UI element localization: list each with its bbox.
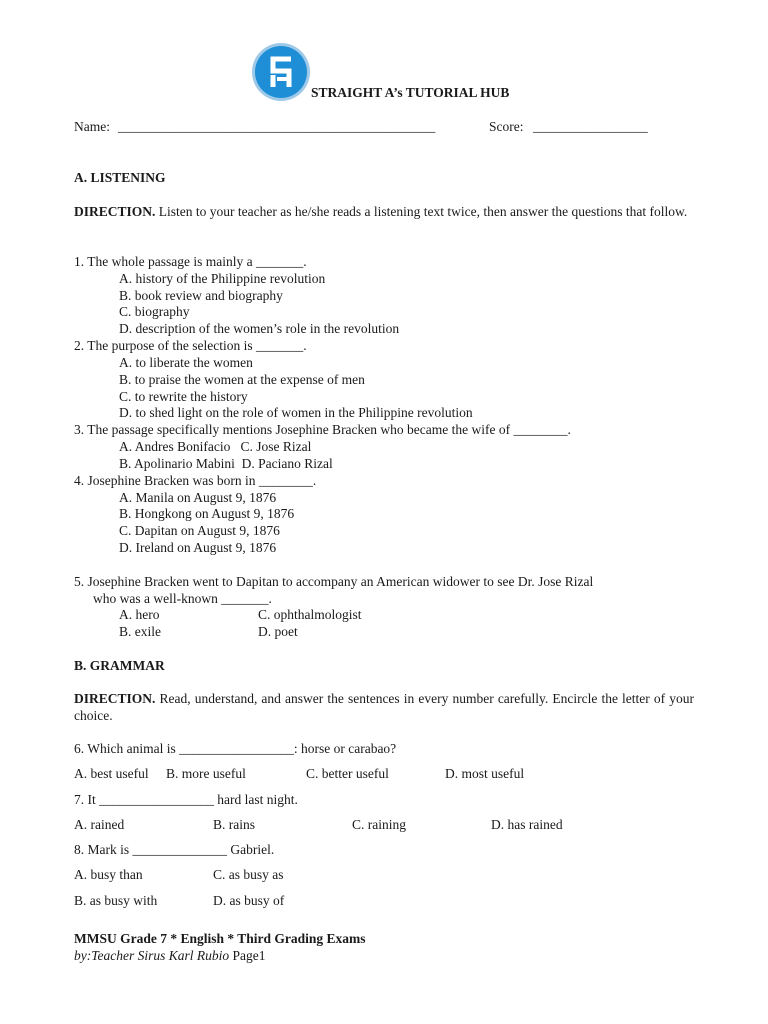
q2-option-c: C. to rewrite the history bbox=[119, 389, 248, 404]
q7-option-b: B. rains bbox=[213, 817, 255, 832]
section-b-direction bbox=[74, 691, 694, 724]
q5-option-b: B. exile bbox=[119, 624, 161, 639]
section-a-direction bbox=[74, 204, 694, 221]
q5-option-c: C. ophthalmologist bbox=[258, 607, 362, 622]
q3-options-row-2: B. Apolinario Mabini D. Paciano Rizal bbox=[119, 456, 333, 471]
name-blank: _______________________________________________ bbox=[118, 119, 436, 134]
q4-option-c: C. Dapitan on August 9, 1876 bbox=[119, 523, 280, 538]
footer-author-line bbox=[74, 948, 266, 965]
q8-option-d: D. as busy of bbox=[213, 893, 285, 908]
q6-option-b: B. more useful bbox=[166, 766, 246, 781]
footer-page: Page1 bbox=[229, 948, 266, 963]
page-title: STRAIGHT A’s TUTORIAL HUB bbox=[311, 85, 510, 100]
question-4: 4. Josephine Bracken was born in ________. bbox=[74, 473, 317, 488]
direction-text: Read, understand, and answer the sentences in every number carefully. Encircle the letter of your choice. bbox=[74, 691, 694, 723]
footer-author: by:Teacher Sirus Karl Rubio bbox=[74, 948, 230, 963]
q2-option-b: B. to praise the women at the expense of men bbox=[119, 372, 365, 387]
question-1: 1. The whole passage is mainly a _______. bbox=[74, 254, 307, 269]
q6-option-d: D. most useful bbox=[445, 766, 525, 781]
score-blank: _________________ bbox=[533, 119, 648, 134]
q6-option-a: A. best useful bbox=[74, 766, 149, 781]
q5-option-a: A. hero bbox=[119, 607, 160, 622]
q8-option-a: A. busy than bbox=[74, 867, 143, 882]
q3-options-row-1: A. Andres Bonifacio C. Jose Rizal bbox=[119, 439, 312, 454]
q4-option-b: B. Hongkong on August 9, 1876 bbox=[119, 506, 295, 521]
q8-option-b: B. as busy with bbox=[74, 893, 158, 908]
question-3: 3. The passage specifically mentions Josephine Bracken who became the wife of ________. bbox=[74, 422, 571, 437]
q7-option-d: D. has rained bbox=[491, 817, 563, 832]
direction-label: DIRECTION. bbox=[74, 204, 156, 219]
q4-option-a: A. Manila on August 9, 1876 bbox=[119, 490, 277, 505]
footer-title: MMSU Grade 7 * English * Third Grading Exams bbox=[74, 931, 366, 946]
question-5-line-2: who was a well-known _______. bbox=[93, 591, 272, 606]
q7-option-a: A. rained bbox=[74, 817, 125, 832]
section-a-title: A. LISTENING bbox=[74, 170, 166, 185]
q6-option-c: C. better useful bbox=[306, 766, 389, 781]
direction-text: Listen to your teacher as he/she reads a listening text twice, then answer the questions that follow. bbox=[155, 204, 688, 219]
name-label: Name: bbox=[74, 119, 110, 134]
score-label: Score: bbox=[489, 119, 524, 134]
q1-option-b: B. book review and biography bbox=[119, 288, 283, 303]
question-6: 6. Which animal is _________________: horse or carabao? bbox=[74, 741, 397, 756]
direction-label: DIRECTION. bbox=[74, 691, 156, 706]
section-b-title: B. GRAMMAR bbox=[74, 658, 165, 673]
q1-option-d: D. description of the women’s role in the revolution bbox=[119, 321, 400, 336]
q5-option-d: D. poet bbox=[258, 624, 298, 639]
q4-option-d: D. Ireland on August 9, 1876 bbox=[119, 540, 277, 555]
question-5-line-1: 5. Josephine Bracken went to Dapitan to accompany an American widower to see Dr. Jose Rizal bbox=[74, 574, 594, 589]
q7-option-c: C. raining bbox=[352, 817, 406, 832]
question-7: 7. It _________________ hard last night. bbox=[74, 792, 298, 807]
q2-option-d: D. to shed light on the role of women in the Philippine revolution bbox=[119, 405, 473, 420]
q2-option-a: A. to liberate the women bbox=[119, 355, 253, 370]
q1-option-a: A. history of the Philippine revolution bbox=[119, 271, 326, 286]
question-8: 8. Mark is ______________ Gabriel. bbox=[74, 842, 275, 857]
question-2: 2. The purpose of the selection is _______. bbox=[74, 338, 307, 353]
q8-option-c: C. as busy as bbox=[213, 867, 284, 882]
tutorial-hub-logo bbox=[251, 42, 311, 102]
q1-option-c: C. biography bbox=[119, 304, 190, 319]
